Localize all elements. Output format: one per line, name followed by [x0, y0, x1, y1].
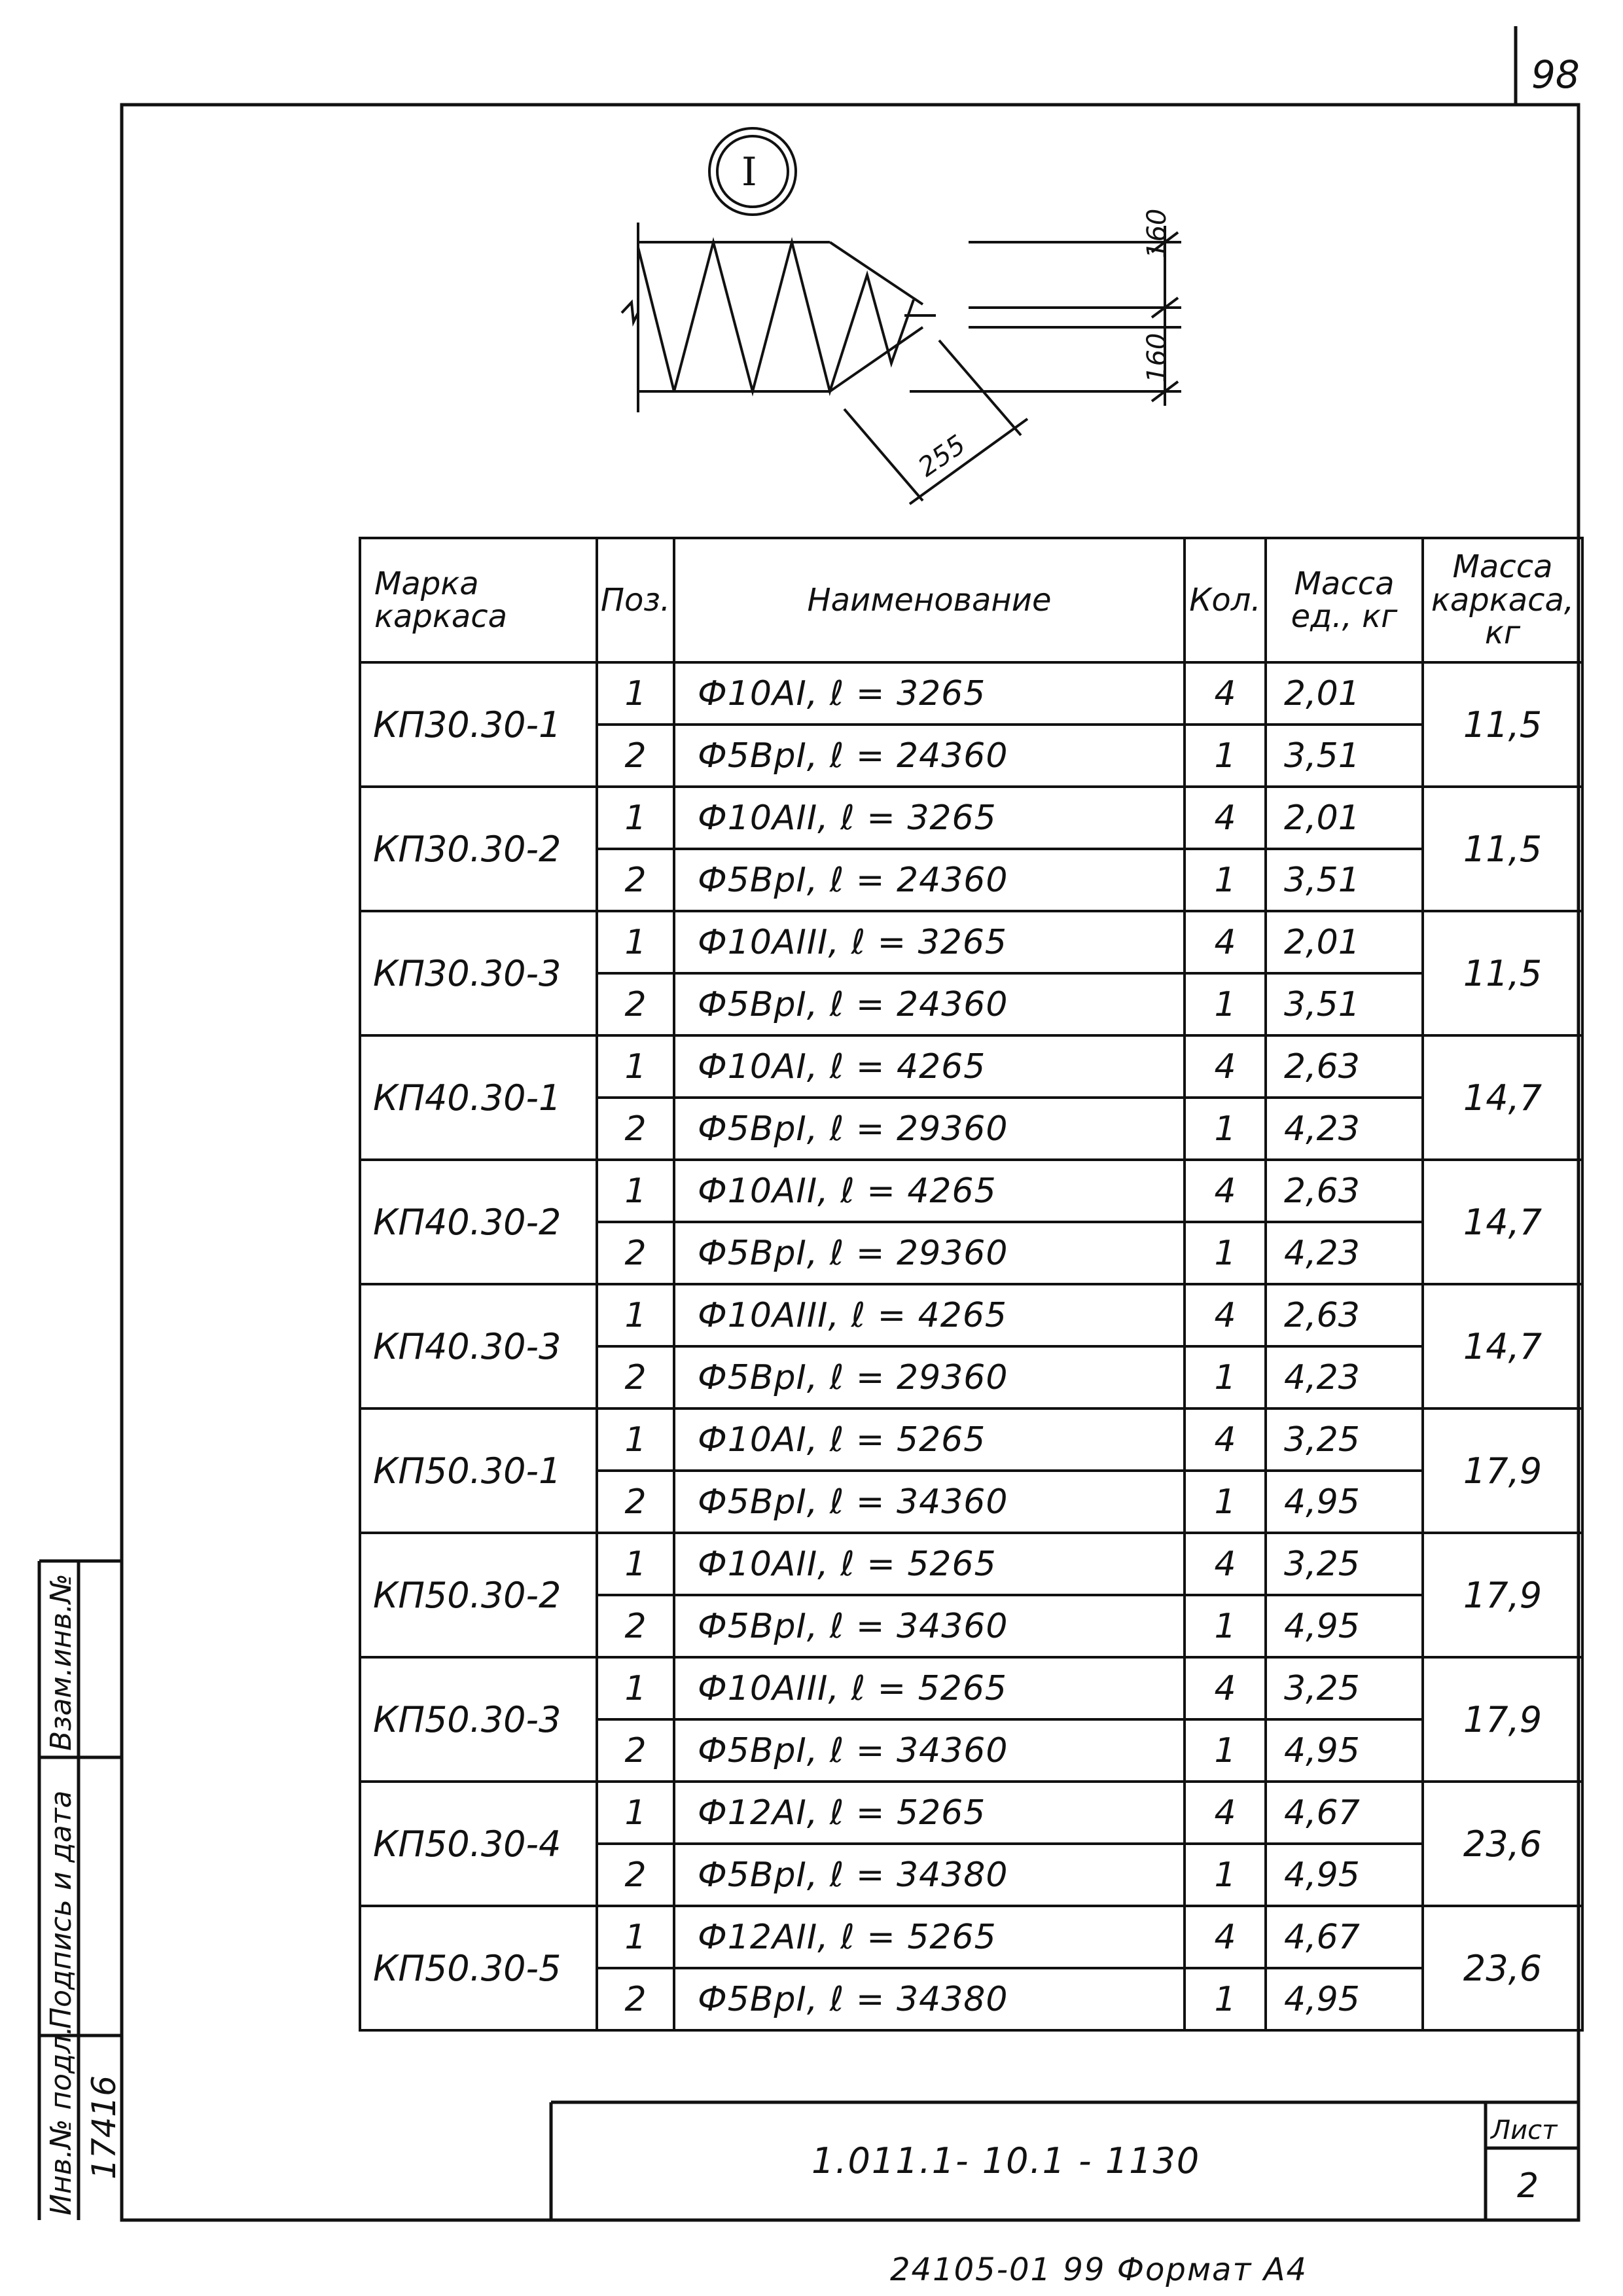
quantity: 4: [1185, 911, 1266, 973]
frame-mass: 11,5: [1423, 787, 1582, 911]
position: 2: [597, 1968, 674, 2030]
header-qty: Кол.: [1185, 538, 1266, 662]
position: 2: [597, 1346, 674, 1408]
dimension-bottom: 160: [1142, 332, 1172, 383]
header-unit-mass: Масса ед., кг: [1266, 538, 1423, 662]
item-name: Ф12АI, ℓ = 5265: [674, 1782, 1185, 1844]
item-name: Ф12АII, ℓ = 5265: [674, 1906, 1185, 1968]
frame-mark: КП50.30-5: [360, 1906, 597, 2030]
quantity: 1: [1185, 973, 1266, 1035]
table-row: [360, 1160, 1582, 1222]
frame-mass: 14,7: [1423, 1284, 1582, 1408]
position: 1: [597, 1284, 674, 1346]
position: 1: [597, 1533, 674, 1595]
item-name: Ф10АIII, ℓ = 3265: [674, 911, 1185, 973]
frame-mass: 23,6: [1423, 1906, 1582, 2030]
sheet-number: 2: [1517, 2166, 1539, 2206]
specification-table: [359, 537, 1584, 2032]
quantity: 4: [1185, 1284, 1266, 1346]
unit-mass: 2,63: [1266, 1284, 1423, 1346]
frame-mass: 14,7: [1423, 1160, 1582, 1284]
item-name: Ф5ВрI, ℓ = 34380: [674, 1968, 1185, 2030]
frame-mark: КП40.30-1: [360, 1035, 597, 1160]
unit-mass: 3,51: [1266, 725, 1423, 787]
frame-mass: 23,6: [1423, 1782, 1582, 1906]
frame-mark: КП50.30-3: [360, 1657, 597, 1782]
detail-marker: I: [741, 149, 757, 195]
unit-mass: 3,51: [1266, 973, 1423, 1035]
unit-mass: 3,51: [1266, 849, 1423, 911]
position: 2: [597, 849, 674, 911]
quantity: 1: [1185, 1844, 1266, 1906]
stamp-sign-label: Подпись и дата: [45, 1790, 78, 2029]
position: 1: [597, 662, 674, 725]
quantity: 4: [1185, 1657, 1266, 1719]
quantity: 4: [1185, 1160, 1266, 1222]
quantity: 4: [1185, 787, 1266, 849]
quantity: 4: [1185, 1035, 1266, 1098]
table-row: [360, 1035, 1582, 1098]
unit-mass: 4,95: [1266, 1471, 1423, 1533]
item-name: Ф5ВрI, ℓ = 24360: [674, 725, 1185, 787]
unit-mass: 4,95: [1266, 1595, 1423, 1657]
table-row: [360, 1657, 1582, 1719]
position: 1: [597, 1906, 674, 1968]
unit-mass: 3,25: [1266, 1533, 1423, 1595]
item-name: Ф10АI, ℓ = 3265: [674, 662, 1185, 725]
unit-mass: 2,63: [1266, 1035, 1423, 1098]
unit-mass: 2,63: [1266, 1160, 1423, 1222]
quantity: 4: [1185, 1408, 1266, 1471]
position: 2: [597, 973, 674, 1035]
quantity: 1: [1185, 1098, 1266, 1160]
item-name: Ф10АIII, ℓ = 5265: [674, 1657, 1185, 1719]
unit-mass: 4,67: [1266, 1906, 1423, 1968]
frame-mark: КП30.30-1: [360, 662, 597, 787]
unit-mass: 2,01: [1266, 662, 1423, 725]
frame-mark: КП40.30-3: [360, 1284, 597, 1408]
frame-mark: КП50.30-1: [360, 1408, 597, 1533]
quantity: 4: [1185, 1533, 1266, 1595]
position: 2: [597, 725, 674, 787]
sheet-label: Лист: [1491, 2115, 1558, 2145]
position: 2: [597, 1719, 674, 1782]
quantity: 1: [1185, 1595, 1266, 1657]
unit-mass: 2,01: [1266, 911, 1423, 973]
frame-mass: 17,9: [1423, 1408, 1582, 1533]
position: 1: [597, 911, 674, 973]
frame-mass: 11,5: [1423, 662, 1582, 787]
item-name: Ф5ВрI, ℓ = 24360: [674, 973, 1185, 1035]
position: 1: [597, 1160, 674, 1222]
frame-mass: 11,5: [1423, 911, 1582, 1035]
frame-mark: КП30.30-2: [360, 787, 597, 911]
frame-mass: 17,9: [1423, 1657, 1582, 1782]
item-name: Ф5ВрI, ℓ = 29360: [674, 1098, 1185, 1160]
frame-mark: КП40.30-2: [360, 1160, 597, 1284]
quantity: 1: [1185, 725, 1266, 787]
header-name: Наименование: [674, 538, 1185, 662]
quantity: 1: [1185, 1968, 1266, 2030]
position: 2: [597, 1222, 674, 1284]
dimension-diagonal: 255: [913, 429, 971, 483]
table-row: [360, 1782, 1582, 1844]
page-number: 98: [1531, 52, 1580, 97]
unit-mass: 4,95: [1266, 1968, 1423, 2030]
unit-mass: 3,25: [1266, 1657, 1423, 1719]
document-code: 1.011.1- 10.1 - 1130: [812, 2140, 1201, 2181]
unit-mass: 2,01: [1266, 787, 1423, 849]
unit-mass: 4,23: [1266, 1098, 1423, 1160]
item-name: Ф5ВрI, ℓ = 34360: [674, 1595, 1185, 1657]
frame-mark: КП50.30-4: [360, 1782, 597, 1906]
header-pos: Поз.: [597, 538, 674, 662]
position: 1: [597, 1782, 674, 1844]
table-row: [360, 1533, 1582, 1595]
quantity: 1: [1185, 1719, 1266, 1782]
position: 1: [597, 1657, 674, 1719]
position: 2: [597, 1098, 674, 1160]
unit-mass: 4,95: [1266, 1844, 1423, 1906]
item-name: Ф5ВрI, ℓ = 24360: [674, 849, 1185, 911]
item-name: Ф10АIII, ℓ = 4265: [674, 1284, 1185, 1346]
position: 1: [597, 1035, 674, 1098]
quantity: 1: [1185, 1222, 1266, 1284]
quantity: 4: [1185, 1782, 1266, 1844]
quantity: 1: [1185, 849, 1266, 911]
item-name: Ф5ВрI, ℓ = 29360: [674, 1222, 1185, 1284]
unit-mass: 4,67: [1266, 1782, 1423, 1844]
stamp-inv-value: 17416: [85, 2075, 123, 2179]
unit-mass: 4,23: [1266, 1346, 1423, 1408]
item-name: Ф5ВрI, ℓ = 34360: [674, 1719, 1185, 1782]
quantity: 4: [1185, 1906, 1266, 1968]
position: 1: [597, 1408, 674, 1471]
table-row: [360, 662, 1582, 725]
quantity: 4: [1185, 662, 1266, 725]
item-name: Ф5ВрI, ℓ = 34360: [674, 1471, 1185, 1533]
position: 1: [597, 787, 674, 849]
quantity: 1: [1185, 1346, 1266, 1408]
table-row: [360, 787, 1582, 849]
item-name: Ф10АI, ℓ = 4265: [674, 1035, 1185, 1098]
item-name: Ф10АII, ℓ = 4265: [674, 1160, 1185, 1222]
item-name: Ф5ВрI, ℓ = 34380: [674, 1844, 1185, 1906]
frame-mark: КП30.30-3: [360, 911, 597, 1035]
frame-mass: 17,9: [1423, 1533, 1582, 1657]
item-name: Ф10АI, ℓ = 5265: [674, 1408, 1185, 1471]
unit-mass: 4,23: [1266, 1222, 1423, 1284]
item-name: Ф10АII, ℓ = 5265: [674, 1533, 1185, 1595]
table-row: [360, 1408, 1582, 1471]
table-row: [360, 911, 1582, 973]
stamp-swap-label: Взам.инв.№: [45, 1573, 78, 1751]
quantity: 1: [1185, 1471, 1266, 1533]
table-row: [360, 1284, 1582, 1346]
table-row: [360, 1906, 1582, 1968]
frame-mark: КП50.30-2: [360, 1533, 597, 1657]
header-mark: Марка каркаса: [360, 538, 597, 662]
unit-mass: 3,25: [1266, 1408, 1423, 1471]
dimension-top: 160: [1142, 208, 1172, 259]
item-name: Ф5ВрI, ℓ = 29360: [674, 1346, 1185, 1408]
position: 2: [597, 1595, 674, 1657]
unit-mass: 4,95: [1266, 1719, 1423, 1782]
specification-body: [360, 662, 1582, 2030]
position: 2: [597, 1471, 674, 1533]
stamp-inv-label: Инв.№ подл.: [45, 2026, 78, 2215]
item-name: Ф10АII, ℓ = 3265: [674, 787, 1185, 849]
position: 2: [597, 1844, 674, 1906]
footer-format: 24105-01 99 Формат А4: [890, 2251, 1308, 2288]
header-frame-mass: Масса каркаса, кг: [1423, 538, 1582, 662]
frame-mass: 14,7: [1423, 1035, 1582, 1160]
